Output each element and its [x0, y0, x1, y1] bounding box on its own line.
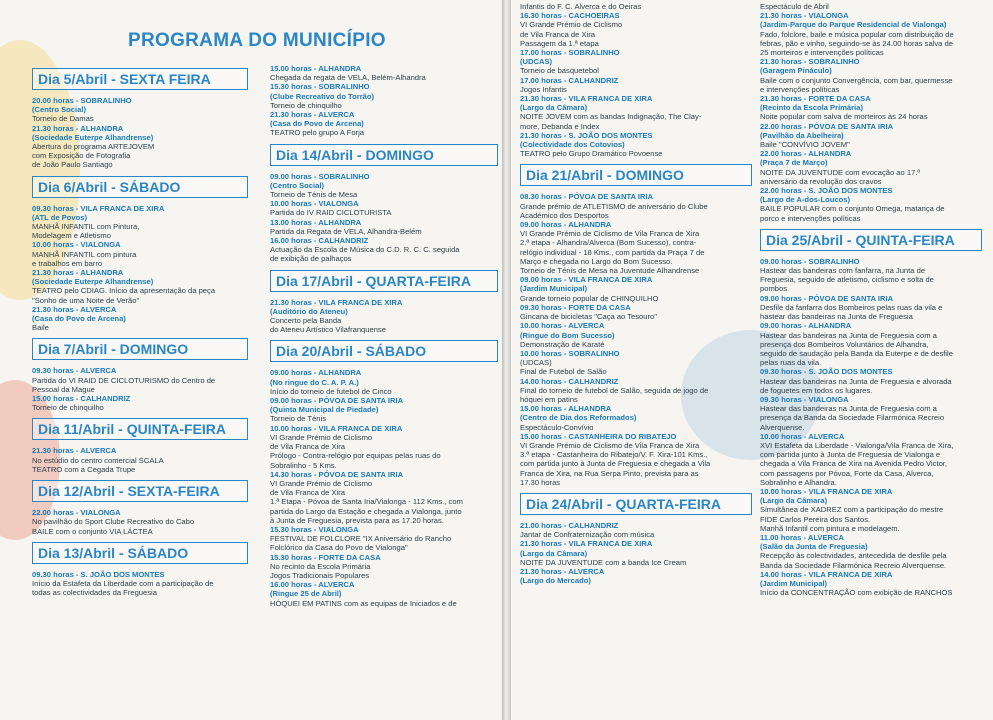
event-list — [270, 368, 498, 607]
event-description: Pessoal da Mague — [32, 384, 95, 394]
event-description: Março e chegada no Largo do Bom Sucesso. — [520, 256, 673, 266]
event-description: Início da CONCENTRAÇÃO com exibição de RANCHOS — [760, 588, 953, 598]
event-list — [760, 2, 982, 223]
event-description: Banda da Sociedade Filarmónica Recreio Alverquense. — [760, 560, 947, 570]
event-description: VI Grande Prémio de Ciclismo — [270, 478, 373, 488]
event-description: MANHÃ INFANTIL com Pintura, — [32, 222, 140, 232]
event-description: Sobralinho - 5 Kms. — [270, 460, 337, 470]
event-description: Demonstração de Karaté — [520, 339, 605, 349]
event-description: Gincana de bicicletas "Caça ao Tesouro" — [520, 312, 657, 322]
day-title: Dia 13/Abril - SÁBADO — [38, 544, 189, 561]
event-time-location: 09.30 horas - S. JOÃO DOS MONTES — [32, 569, 165, 579]
event-time-location: 14.00 horas - CALHANDRIZ — [520, 376, 619, 386]
event-time-location: 22.00 horas - S. JOÃO DOS MONTES — [760, 186, 893, 196]
event-time-location: (Recinto da Escola Primária) — [760, 103, 863, 113]
event-description: Fado, folclore, baile e música popular com distribuição de — [760, 29, 954, 39]
event-time-location: 09.00 horas - ALHANDRA — [270, 368, 362, 378]
event-description: No estúdio do centro comercial SCALA — [32, 455, 164, 465]
event-time-location: (Largo da Câmara) — [520, 548, 588, 558]
event-time-location: (Centro Social) — [32, 105, 87, 115]
event-time-location: 22.00 horas - PÓVOA DE SANTA IRIA — [760, 121, 894, 131]
event-description: VI Grande Prémio de Ciclismo — [520, 20, 623, 30]
event-description: hóquei em patins — [520, 394, 578, 404]
event-time-location: (Sociedade Euterpe Alhandrense) — [32, 277, 154, 287]
event-description: Desfile da fanfarra dos Bombeiros pelas ruas da vila e — [760, 302, 943, 312]
event-time-location: 21.30 horas - ALVERCA — [32, 446, 117, 456]
day-header — [32, 176, 248, 198]
event-time-location: (UDCAS) — [520, 57, 553, 67]
event-time-location: 16.00 horas - CALHANDRIZ — [270, 236, 369, 246]
event-description: Académico dos Desportos — [520, 210, 609, 220]
event-time-location: 21.30 horas - ALVERCA — [32, 304, 117, 314]
event-description: Modelagem e Atletismo — [32, 231, 111, 241]
page-fold — [502, 0, 511, 720]
event-time-location: 09.00 horas - ALHANDRA — [760, 321, 852, 331]
event-time-location: 10.00 horas - VILA FRANCA DE XIRA — [760, 486, 893, 496]
event-description: Chegada da regata de VELA, Belém-Alhandra — [270, 73, 426, 83]
event-description: Infantis do F. C. Alverca e do Oeiras — [520, 2, 642, 11]
event-description: com Exposição de Fotografia — [32, 151, 131, 161]
event-description: Actuação da Escola de Música do C.D. R. C. C. seguida — [270, 245, 460, 255]
event-time-location: 21.30 horas - VILA FRANCA DE XIRA — [270, 297, 403, 307]
event-time-location: (Praça 7 de Março) — [760, 158, 828, 168]
day-title: Dia 7/Abril - DOMINGO — [38, 341, 189, 358]
block-spacer — [760, 597, 982, 603]
event-description: TEATRO pelo grupo A Forja — [270, 128, 364, 138]
event-time-location: 21.00 horas - CALHANDRIZ — [520, 520, 619, 530]
event-description: 1.ª Etapa - Póvoa de Santa Iria/Vialonga - 112 Kms., com — [270, 497, 463, 507]
event-time-location: 20.00 horas - SOBRALINHO — [32, 96, 132, 105]
program-column — [32, 68, 248, 603]
block-spacer — [520, 585, 752, 591]
event-description: Final de Futebol de Salão — [520, 367, 607, 377]
event-description: Partida da Regata de VELA, Alhandra-Belém — [270, 226, 422, 236]
event-description: relógio individual - 18 Kms., com partida da Praça 7 de — [520, 247, 705, 257]
event-time-location: 11.00 horas - ALVERCA — [760, 532, 844, 542]
day-title: Dia 25/Abril - QUINTA-FEIRA — [766, 231, 955, 248]
event-description: Baile "CONVÍVIO JOVEM" — [760, 140, 850, 150]
event-description: NOITE DA JUVENTUDE com a banda Ice Cream — [520, 557, 687, 567]
event-time-location: (No ringue do C. A. P. A.) — [270, 377, 359, 387]
event-time-location: 13.00 horas - ALHANDRA — [270, 217, 362, 227]
event-description: de Vila Franca de Xira — [270, 442, 345, 452]
page-title: PROGRAMA DO MUNICÍPIO — [128, 30, 386, 51]
event-list — [32, 366, 248, 412]
day-header — [32, 418, 248, 440]
day-header — [32, 542, 248, 564]
event-description: seguido de saudação pela Banda da Euterpe e de desfile — [760, 348, 953, 358]
event-list — [520, 192, 752, 487]
event-time-location: (Jardim Municipal) — [520, 284, 588, 294]
event-description: Final do torneio de futebol de Salão, seguida de jogo de — [520, 385, 709, 395]
event-time-location: 21.30 horas - FORTE DA CASA — [760, 94, 871, 104]
event-description: Baile com o conjunto Convergência, com bar, quermesse — [760, 75, 953, 85]
event-description: (UDCAS) — [520, 358, 552, 368]
event-time-location: 14.30 horas - PÓVOA DE SANTA IRIA — [270, 469, 404, 479]
event-list — [32, 570, 248, 598]
event-description: Freguesia, seguido de atletismo, ciclismo e solta de — [760, 275, 934, 285]
event-time-location: 10.00 horas - ALVERCA — [520, 321, 605, 331]
event-description: à Junta de Freguesia, prevista para as 17.20 horas. — [270, 515, 444, 525]
event-list — [760, 257, 982, 598]
event-description: e trabalhos em barro — [32, 258, 103, 268]
event-description: com passagens por Póvoa, Forte da Casa, Alverca, — [760, 468, 934, 478]
block-spacer — [32, 597, 248, 603]
event-time-location: (Salão da Junta de Freguesia) — [760, 542, 868, 552]
event-description: 3.ª etapa - Castanheira do Ribatejo/V. F. Xira-101 Kms., — [520, 450, 708, 460]
day-header — [520, 164, 752, 186]
event-description: Jogos Tradicionais Populares — [270, 570, 370, 580]
event-list — [270, 64, 498, 138]
event-time-location: 21.30 horas - ALVERCA — [520, 566, 605, 576]
event-time-location: (Jardim Municipal) — [760, 578, 828, 588]
event-description: BAILE com o conjunto VIA LÁCTEA — [32, 526, 153, 536]
event-description: TEATRO pelo CDIAG. Início da apresentação da peça — [32, 286, 216, 296]
day-title: Dia 6/Abril - SÁBADO — [38, 178, 181, 195]
day-header — [32, 338, 248, 360]
event-list — [32, 446, 248, 474]
day-title: Dia 20/Abril - SÁBADO — [276, 343, 427, 360]
event-time-location: (Colectividade dos Cotovios) — [520, 140, 625, 150]
program-column — [760, 2, 982, 603]
event-description: com partida junto à Junta de Freguesia e chegada a Vila — [520, 459, 711, 469]
day-title: Dia 17/Abril - QUARTA-FEIRA — [276, 272, 471, 289]
event-time-location: 09.00 horas - PÓVOA DE SANTA IRIA — [270, 396, 404, 406]
event-time-location: 08.30 horas - PÓVOA DE SANTA IRIA — [520, 192, 654, 202]
event-description: Simultânea de XADREZ com a participação do mestre — [760, 505, 944, 515]
event-time-location: (Centro de Dia dos Reformados) — [520, 413, 637, 423]
event-description: partida do Largo da Estação e chegada a Vialonga, junto — [270, 506, 462, 516]
event-time-location: 21.30 horas - ALHANDRA — [32, 268, 124, 278]
event-time-location: 21.30 horas - VILA FRANCA DE XIRA — [520, 94, 653, 104]
event-description: Torneio de chinquilho — [270, 100, 342, 110]
event-description: Torneio de Ténis de Mesa — [270, 190, 358, 200]
event-time-location: (Pavilhão da Abelheira) — [760, 130, 844, 140]
event-time-location: 09.00 horas - ALHANDRA — [520, 220, 612, 230]
event-description: presença da Banda da Sociedade Filarmónica Recreio — [760, 413, 945, 423]
day-title: Dia 5/Abril - SEXTA FEIRA — [38, 71, 211, 87]
event-description: FESTIVAL DE FOLCLORE "IX Aniversário do Rancho — [270, 534, 452, 544]
event-description: Jogos Infantis — [520, 84, 567, 94]
event-time-location: 22.00 horas - VIALONGA — [32, 508, 121, 518]
day-header — [270, 144, 498, 166]
event-time-location: 21.30 horas - VIALONGA — [760, 11, 849, 21]
event-description: febras, pão e vinho, seguindo-se às 24.00 horas salva de — [760, 38, 953, 48]
day-header — [32, 68, 248, 90]
event-description: Grande torneio popular de CHINQUILHO — [520, 293, 659, 303]
event-description: TEATRO pelo Grupo Dramático Povoense — [520, 149, 663, 159]
event-time-location: 15.00 horas - ALHANDRA — [520, 404, 612, 414]
event-time-location: 10.00 horas - VIALONGA — [32, 240, 121, 250]
event-time-location: 09.00 horas - VILA FRANCA DE XIRA — [520, 275, 653, 285]
event-description: de Vila Franca de Xira — [520, 29, 595, 39]
event-description: com partida junto à Junta de Freguesia de Vialonga e — [760, 450, 941, 460]
event-time-location: (Sociedade Euterpe Alhandrense) — [32, 132, 154, 142]
event-list — [32, 96, 248, 170]
event-time-location: 09.30 horas - VIALONGA — [760, 394, 849, 404]
event-description: Baile — [32, 323, 49, 333]
event-time-location: 14.00 horas - VILA FRANCA DE XIRA — [760, 569, 893, 579]
event-list — [270, 298, 498, 335]
event-time-location: 16.00 horas - ALVERCA — [270, 580, 355, 590]
day-title: Dia 11/Abril - QUINTA-FEIRA — [38, 421, 226, 438]
event-description: Espectáculo-Convívio — [520, 422, 594, 432]
event-description: de exibição de palhaços — [270, 254, 352, 264]
event-time-location: (Largo de A-dos-Loucos) — [760, 195, 850, 205]
event-time-location: 09.00 horas - SOBRALINHO — [270, 171, 370, 181]
event-time-location: 22.00 horas - ALHANDRA — [760, 149, 852, 159]
event-description: Hastear das bandeiras na Junta de Freguesia com a — [760, 404, 937, 414]
event-description: Hastear das bandeiras com fanfarra, na Junta de — [760, 266, 926, 276]
event-time-location: (Ringue do Bom Sucesso) — [520, 330, 615, 340]
event-description: Passagem da 1.ª etapa — [520, 38, 599, 48]
event-description: porco e intervenções políticas — [760, 213, 861, 223]
event-time-location: (Casa do Povo de Arcena) — [32, 314, 126, 324]
event-description: Torneio de basquetebol — [520, 66, 599, 76]
event-time-location: 09.30 horas - FORTE DA CASA — [520, 302, 631, 312]
event-description: Início do torneio de futebol de Cinco — [270, 386, 392, 396]
program-column — [520, 2, 752, 591]
event-time-location: 09.30 horas - S. JOÃO DOS MONTES — [760, 367, 893, 377]
event-time-location: (Jardim-Parque do Parque Residencial de Vialonga) — [760, 20, 947, 30]
event-description: Recepção às colectividades, antecedida de desfile pela — [760, 551, 947, 561]
event-time-location: 09.30 horas - VILA FRANCA DE XIRA — [32, 203, 165, 213]
event-description: 2.ª etapa - Alhandra/Alverca (Bom Sucesso), contra- — [520, 238, 697, 248]
event-time-location: (Auditório do Ateneu) — [270, 306, 348, 316]
event-description: Espectáculo de Abril — [760, 2, 829, 11]
event-description: Hastear das bandeiras na Junta de Freguesia e alvorada — [760, 376, 952, 386]
event-time-location: 21.30 horas - VILA FRANCA DE XIRA — [520, 539, 653, 549]
event-description: aniversário da revolução dos cravos — [760, 176, 882, 186]
event-description: chegada a Vila Franca de Xira na Avenida Pedro Victor, — [760, 459, 948, 469]
event-time-location: (Largo da Câmara) — [520, 103, 588, 113]
event-time-location: 09.00 horas - SOBRALINHO — [760, 256, 860, 266]
event-description: Sobralinho e Alhandra. — [760, 477, 837, 487]
event-description: Torneio de Ténis de Mesa na Juventude Alhandrense — [520, 266, 700, 276]
event-description: de foguetes em todos os lugares. — [760, 385, 873, 395]
event-time-location: 10.00 horas - VILA FRANCA DE XIRA — [270, 423, 403, 433]
event-time-location: (ATL de Povos) — [32, 212, 87, 222]
event-time-location: 09.30 horas - ALVERCA — [32, 366, 117, 376]
day-title: Dia 12/Abril - SEXTA-FEIRA — [38, 483, 220, 500]
day-header — [32, 480, 248, 502]
event-time-location: (Ringue 25 de Abril) — [270, 589, 342, 599]
event-description: VI Grande Prémio de Ciclismo — [270, 432, 373, 442]
event-description: do Ateneu Artístico Vilafranquense — [270, 325, 386, 335]
event-time-location: 15.00 horas - CASTANHEIRA DO RIBATEJO — [520, 431, 677, 441]
event-time-location: 15.30 horas - SOBRALINHO — [270, 82, 370, 92]
event-description: "Sonho de uma Noite de Verão" — [32, 295, 140, 305]
event-description: TEATRO com a Cegada Trupe — [32, 464, 136, 474]
event-time-location: 21.30 horas - ALHANDRA — [32, 123, 124, 133]
event-description: hastear das bandeiras na Junta de Freguesia — [760, 312, 913, 322]
event-description: Torneio de Damas — [32, 114, 94, 124]
event-time-location: 21.30 horas - ALVERCA — [270, 110, 355, 120]
program-column — [270, 64, 498, 614]
event-time-location: 21.30 horas - SOBRALINHO — [760, 57, 860, 67]
event-description: Torneio de Ténis — [270, 414, 327, 424]
event-time-location: (Quinta Municipal de Piedade) — [270, 405, 379, 415]
day-header — [520, 493, 752, 515]
event-description: Início da Estafeta da Liberdade com a participação de — [32, 578, 214, 588]
event-description: e intervenções políticas — [760, 84, 840, 94]
event-description: NOITE DA JUVENTUDE com evocação ao 17.º — [760, 167, 921, 177]
event-description: 25 morteiros e intervenções políticas — [760, 48, 884, 58]
event-description: Grande prémio de ATLETISMO de aniversário do Clube — [520, 201, 708, 211]
day-header — [270, 340, 498, 362]
event-description: Folclórico da Casa do Povo de Vialonga" — [270, 543, 408, 553]
event-description: Prólogo - Contra-relógio por equipas pelas ruas do — [270, 451, 441, 461]
event-description: Noite popular com salva de morteiros às 24 horas — [760, 112, 928, 122]
day-title: Dia 21/Abril - DOMINGO — [526, 167, 684, 184]
event-list — [520, 521, 752, 585]
event-description: XVI Estafeta da Liberdade - Vialonga/Vila Franca de Xira, — [760, 440, 954, 450]
event-time-location: 09.00 horas - PÓVOA DE SANTA IRIA — [760, 293, 894, 303]
event-description: HÓQUEI EM PATINS com as equipas de Iniciados e de — [270, 598, 457, 608]
event-description: MANHÃ INFANTIL com pintura — [32, 249, 137, 259]
event-description: pombos. — [760, 284, 790, 294]
event-list — [270, 172, 498, 264]
event-description: presença dos Bombeiros Voluntários de Alhandra, — [760, 339, 929, 349]
event-time-location: 10.00 horas - ALVERCA — [760, 431, 845, 441]
event-description: VI Grande Prémio de Ciclismo de Vila Franca de Xira — [520, 229, 700, 239]
event-time-location: 16.30 horas - CACHOEIRAS — [520, 11, 620, 21]
event-description: more, Debanda e Index — [520, 121, 600, 131]
day-header — [270, 270, 498, 292]
event-description: Partida do IV RAID CICLOTURISTA — [270, 208, 392, 218]
event-description: NOITE JOVEM com as bandas Indignação, The Clay- — [520, 112, 702, 122]
event-description: FIDE Carlos Pereira dos Santos. — [760, 514, 871, 524]
event-description: VI Grande Prémio de Ciclismo de Vila Franca de Xira — [520, 440, 700, 450]
event-time-location: 15.30 horas - FORTE DA CASA — [270, 552, 381, 562]
event-description: de Vila Franca de Xira — [270, 488, 345, 498]
event-time-location: (Casa do Povo de Arcena) — [270, 119, 364, 129]
day-title: Dia 24/Abril - QUARTA-FEIRA — [526, 495, 721, 512]
event-description: Alverquense. — [760, 422, 805, 432]
event-time-location: (Largo do Mercado) — [520, 576, 591, 586]
event-description: Franca de Xira, na Rua Serpa Pinto, prevista para as — [520, 468, 699, 478]
event-time-location: 15.00 horas - CALHANDRIZ — [32, 394, 131, 404]
event-description: de João Paulo Santiago — [32, 160, 113, 170]
event-time-location: (Garagem Pináculo) — [760, 66, 832, 76]
event-time-location: 21.30 horas - S. JOÃO DOS MONTES — [520, 130, 653, 140]
event-time-location: (Largo da Câmara) — [760, 496, 828, 506]
event-description: No recinto da Escola Primária — [270, 561, 371, 571]
event-description: Partida do VI RAID DE CICLOTURISMO do Centro de — [32, 375, 216, 385]
event-time-location: 10.00 horas - VIALONGA — [270, 199, 359, 209]
event-description: Manhã Infantil com pintura e modelagem. — [760, 523, 900, 533]
event-time-location: (Clube Recreativo do Torrão) — [270, 91, 375, 101]
event-time-location: 15.30 horas - VIALONGA — [270, 524, 359, 534]
day-header — [760, 229, 982, 251]
event-time-location: 17.00 horas - SOBRALINHO — [520, 48, 620, 58]
block-spacer — [270, 608, 498, 614]
event-description: Torneio de chinquilho — [32, 403, 104, 413]
event-time-location: (Centro Social) — [270, 180, 325, 190]
event-time-location: 15.00 horas - ALHANDRA — [270, 64, 362, 73]
event-description: Jantar de Confraternização com música — [520, 530, 655, 540]
event-time-location: 10.00 horas - SOBRALINHO — [520, 348, 620, 358]
event-list — [32, 204, 248, 333]
event-time-location: 17.00 horas - CALHANDRIZ — [520, 75, 619, 85]
event-description: Concerto pela Banda — [270, 316, 342, 326]
event-description: 17.30 horas — [520, 477, 561, 487]
event-description: No pavilhão do Sport Clube Recreativo do Cabo — [32, 517, 195, 527]
event-description: BAILE POPULAR com o conjunto Omega, matança de — [760, 204, 945, 214]
event-description: Hastear das bandeiras na Junta de Freguesia com a — [760, 330, 937, 340]
event-list — [520, 2, 752, 158]
event-description: todas as colectividades da Freguesia — [32, 588, 157, 598]
event-list — [32, 508, 248, 536]
event-description: pelas ruas da vila. — [760, 358, 822, 368]
event-description: Abertura do programa ARTEJOVEM — [32, 142, 155, 152]
day-title: Dia 14/Abril - DOMINGO — [276, 146, 434, 163]
